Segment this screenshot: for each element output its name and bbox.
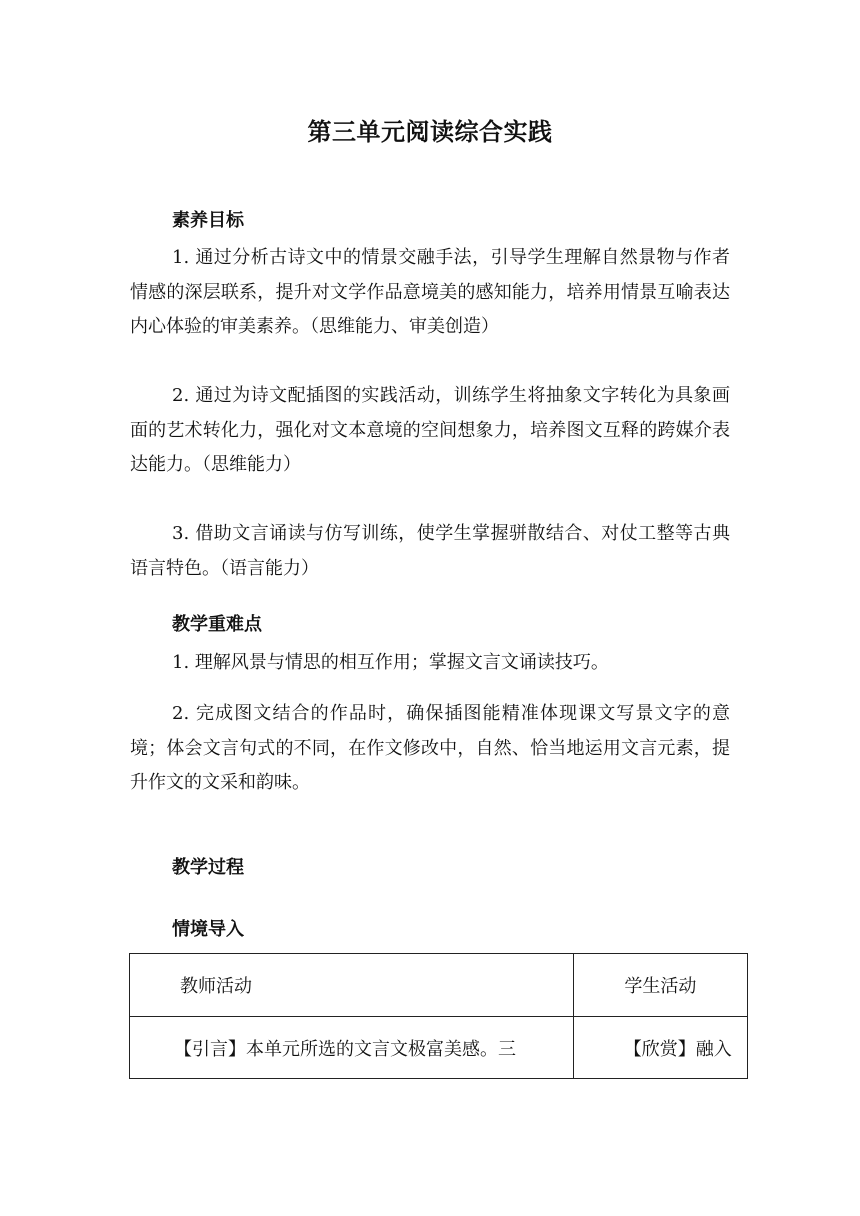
teacher-activity-cell: 【引言】本单元所选的文言文极富美感。三 — [130, 1017, 574, 1079]
goal-item-3: 3. 借助文言诵读与仿写训练，使学生掌握骈散结合、对仗工整等古典语言特色。（语言能力） — [130, 523, 730, 579]
header-teacher-activity: 教师活动 — [130, 954, 574, 1017]
section-heading-process: 教学过程 — [172, 857, 244, 878]
table-row — [130, 1017, 748, 1079]
table-header-row — [130, 954, 748, 1017]
section-heading-intro: 情境导入 — [172, 919, 244, 940]
section-heading-goals: 素养目标 — [172, 210, 244, 231]
activity-table — [129, 953, 748, 1079]
goal-item-1: 1. 通过分析古诗文中的情景交融手法，引导学生理解自然景物与作者情感的深层联系，提升对文学作品意境美的感知能力，培养用情景互喻表达内心体验的审美素养。（思维能力、审美创造） — [130, 247, 730, 337]
page-title: 第三单元阅读综合实践 — [307, 118, 553, 146]
key-point-item-1: 1. 理解风景与情思的相互作用；掌握文言文诵读技巧。 — [172, 652, 609, 673]
header-student-activity: 学生活动 — [573, 954, 747, 1017]
goal-item-2: 2. 通过为诗文配插图的实践活动，训练学生将抽象文字转化为具象画面的艺术转化力，强化对文本意境的空间想象力，培养图文互释的跨媒介表达能力。（思维能力） — [130, 385, 730, 475]
section-heading-key-points: 教学重难点 — [172, 614, 262, 635]
student-activity-cell: 【欣赏】融入 — [573, 1017, 747, 1079]
key-point-item-2: 2. 完成图文结合的作品时，确保插图能精准体现课文写景文字的意境；体会文言句式的不同，在作文修改中，自然、恰当地运用文言元素，提升作文的文采和韵味。 — [130, 703, 730, 793]
